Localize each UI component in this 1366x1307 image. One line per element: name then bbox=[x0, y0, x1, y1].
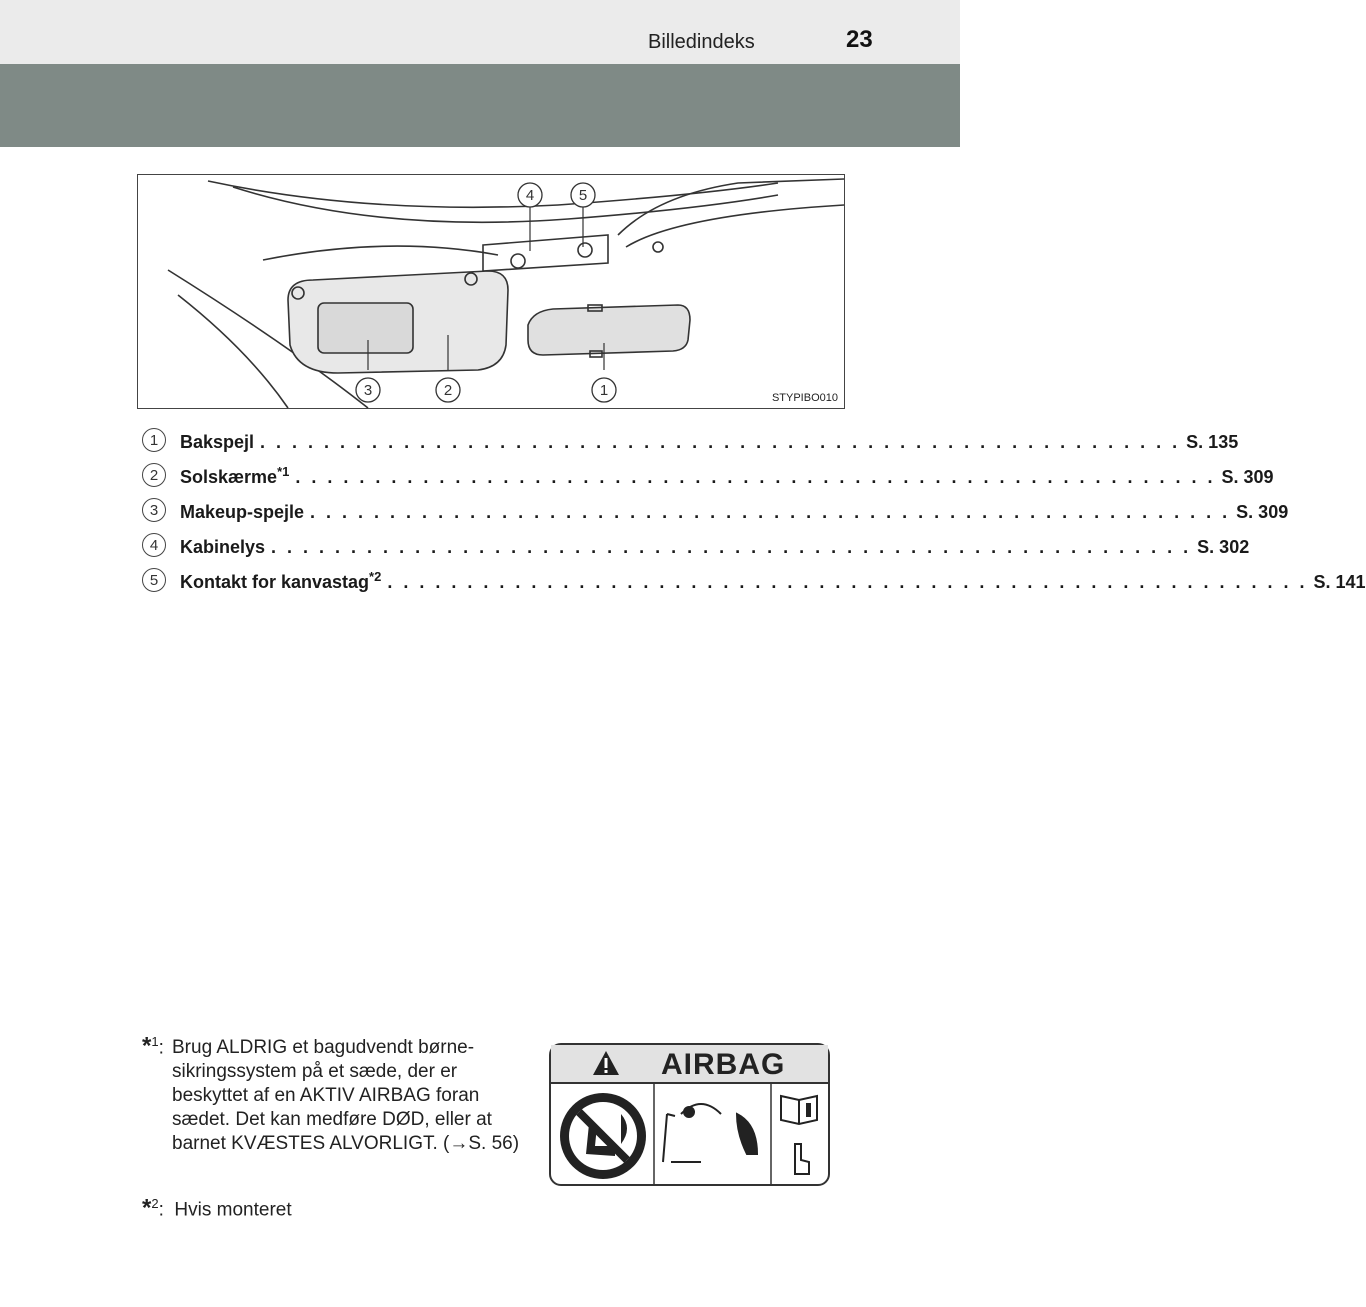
airbag-pictograms bbox=[551, 1084, 828, 1186]
airbag-label-header bbox=[551, 1045, 828, 1084]
dot-leader: . . . . . . . . . . . . . . . . . . . . . . . . . . . . . . . . . . . . . . . . . . . . . . . . . . . . . . . . . . bbox=[310, 502, 1231, 522]
item-label: Kontakt for kanvastag bbox=[180, 572, 370, 592]
footnote-text: Brug ALDRIG et bagudvendt børne-sikringssystem på et sæde, der er beskyttet af en AKTIV AIRBAG foran sædet. Det kan medføre DØD, eller at barnet KVÆSTES ALVORLIGT. (→S. 56) bbox=[172, 1037, 520, 1154]
footnote-text: Hvis monteret bbox=[174, 1199, 292, 1221]
item-number-badge: 1 bbox=[142, 428, 166, 452]
header-band bbox=[0, 64, 960, 147]
footnote-index: 1 bbox=[151, 1034, 159, 1049]
section-title: Billedindeks bbox=[648, 31, 755, 53]
item-number-badge: 4 bbox=[142, 533, 166, 557]
index-item-canvas-roof-switch bbox=[142, 565, 1366, 600]
item-note: *2 bbox=[369, 569, 382, 584]
index-item-vanity-mirrors bbox=[142, 495, 1289, 530]
dot-leader: . . . . . . . . . . . . . . . . . . . . . . . . . . . . . . . . . . . . . . . . . . . . . . . . . . . . . . . . . . bbox=[387, 572, 1308, 592]
page-reference[interactable]: S. 302 bbox=[1197, 537, 1250, 557]
no-rear-facing-seat-icon bbox=[560, 1093, 646, 1179]
warning-triangle-icon bbox=[591, 1049, 621, 1077]
page-reference[interactable]: S. 309 bbox=[1236, 502, 1289, 522]
dot-leader: . . . . . . . . . . . . . . . . . . . . . . . . . . . . . . . . . . . . . . . . . . . . . . . . . . . . . . . . . . bbox=[260, 432, 1181, 452]
airbag-seat-icon bbox=[663, 1104, 757, 1162]
index-item-interior-lights bbox=[142, 530, 1250, 565]
callout-3-label: 3 bbox=[363, 382, 373, 399]
page-reference[interactable]: S. 141 bbox=[1313, 572, 1366, 592]
dot-leader: . . . . . . . . . . . . . . . . . . . . . . . . . . . . . . . . . . . . . . . . . . . . . . . . . . . . . . . . . . bbox=[295, 467, 1216, 487]
picture-index-list bbox=[142, 425, 1366, 600]
airbag-title: AIRBAG bbox=[661, 1048, 786, 1081]
page-number: 23 bbox=[846, 26, 873, 53]
footnote-marker: * bbox=[142, 1194, 152, 1222]
callout-5-label: 5 bbox=[578, 187, 588, 204]
ceiling-drawing bbox=[138, 175, 844, 408]
vehicle-ceiling-illustration bbox=[137, 174, 845, 409]
item-label: Makeup-spejle bbox=[180, 502, 305, 522]
page-reference[interactable]: S. 309 bbox=[1221, 467, 1274, 487]
index-item-sun-visors bbox=[142, 460, 1274, 495]
callout-1-label: 1 bbox=[599, 382, 609, 399]
callout-4-label: 4 bbox=[525, 187, 535, 204]
item-label: Bakspejl bbox=[180, 432, 255, 452]
airbag-warning-label bbox=[549, 1043, 830, 1186]
page-reference[interactable]: S. 135 bbox=[1186, 432, 1239, 452]
item-number-badge: 3 bbox=[142, 498, 166, 522]
item-label: Solskærme bbox=[180, 467, 278, 487]
item-number-badge: 2 bbox=[142, 463, 166, 487]
manual-info-icon bbox=[781, 1096, 817, 1174]
index-item-rear-view-mirror bbox=[142, 425, 1239, 460]
dot-leader: . . . . . . . . . . . . . . . . . . . . . . . . . . . . . . . . . . . . . . . . . . . . . . . . . . . . . . . . . . bbox=[271, 537, 1192, 557]
footnote-2: *$^2$: Hvis monteret bbox=[142, 1194, 292, 1222]
footnote-marker: * bbox=[142, 1032, 152, 1060]
item-note: *1 bbox=[277, 464, 290, 479]
item-label: Kabinelys bbox=[180, 537, 266, 557]
figure-code: STYPIBO010 bbox=[771, 392, 838, 404]
callout-2-label: 2 bbox=[443, 382, 453, 399]
top-strip bbox=[0, 0, 960, 64]
footnote-index: 2 bbox=[151, 1196, 159, 1211]
item-number-badge: 5 bbox=[142, 568, 166, 592]
